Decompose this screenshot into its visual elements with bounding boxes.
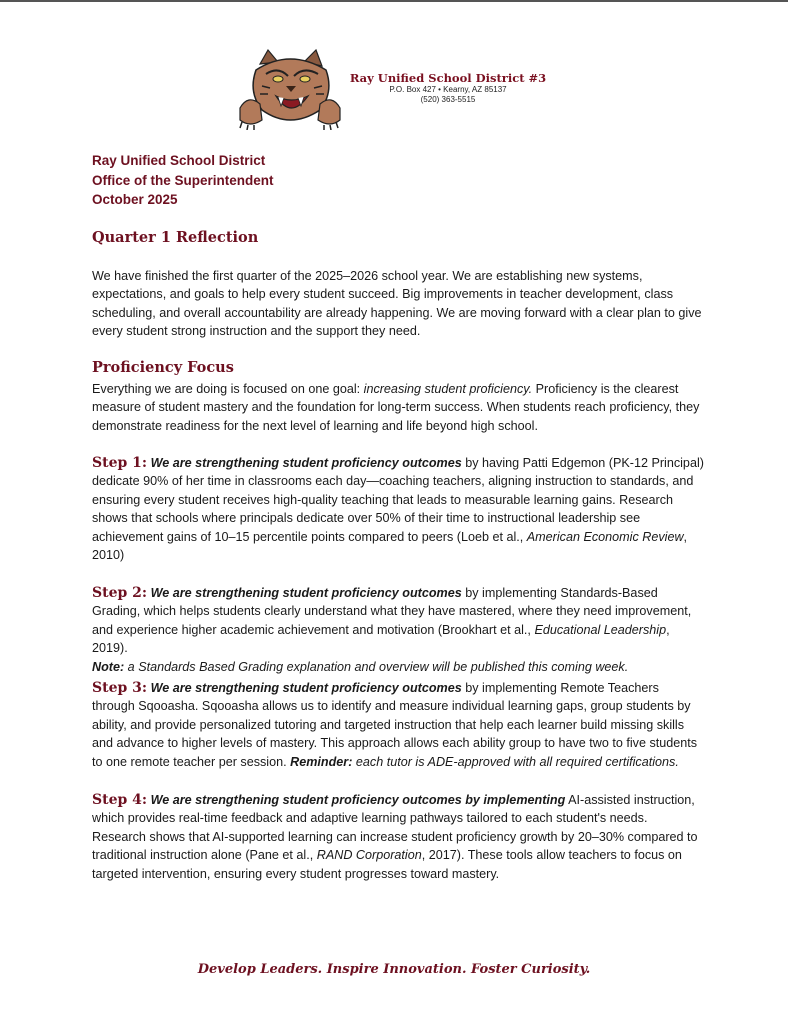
step-2-note-text: a Standards Based Grading explanation and overview will be published this coming week. (124, 659, 629, 674)
proficiency-intro-italic: increasing student proficiency. (363, 382, 533, 396)
step-1-text: by having Patti Edgemon (PK-12 Principal) dedicate 90% of her time in classrooms each day—coaching teachers, aligning instruction to standards, and ensuring every student receives high-quality teaching that leads to measurable learning gains. Research shows that schools where principals dedicate over 50% of their time to instructional leadership see achievement gains of 10–15 percentile points compared to peers (Loeb et al., (92, 456, 704, 544)
step-1-lead: We are strengthening student proficiency outcomes (150, 456, 462, 470)
step-2-text: by implementing Standards-Based Grading, which helps students clearly understand what they have mastered, where they need improvement, and experience higher academic achievement and motivation (Brookhart et al., (92, 586, 692, 637)
step-4-label: Step 4: (92, 792, 148, 808)
district-phone: (520) 363-5515 (420, 95, 476, 104)
step-2-paragraph (92, 584, 704, 676)
proficiency-intro-before: Everything we are doing is focused on one goal: (92, 382, 364, 396)
step-1-paragraph (92, 454, 704, 564)
district-title: Ray Unified School District #3 (349, 71, 547, 85)
step-4-text-end: , 2017). These tools allow teachers to focus on targeted intervention, ensuring every student progresses toward mastery. (92, 848, 682, 881)
step-2-note-label: Note: (92, 659, 125, 674)
step-3-text: by implementing Remote Teachers through Sqooasha. Sqooasha allows us to identify and measure individual learning gaps, group students by ability, and provide personalized tutoring and targeted instruction that help each learner build missing skills and advance to higher levels of mastery. This approach allows each ability group to have two to five students to one remote teacher per session. (92, 681, 698, 769)
footer-motto: Develop Leaders. Inspire Innovation. Foster Curiosity. (197, 962, 591, 977)
step-2-lead: We are strengthening student proficiency outcomes (150, 586, 462, 600)
letterhead (238, 48, 558, 130)
step-2-label: Step 2: (92, 585, 148, 601)
step-1-citation: American Economic Review (526, 529, 684, 544)
step-3-label: Step 3: (92, 680, 148, 696)
step-4-citation: RAND Corporation (316, 848, 422, 863)
step-4-text: AI-assisted instruction, which provides real-time feedback and adaptive learning pathways tailored to each student's needs. Research shows that AI-supported learning can increase student proficiency growth by 20–30% compared to traditional instruction alone (Pane et al., (92, 793, 698, 863)
office-date: October 2025 (92, 192, 178, 207)
office-block (92, 151, 492, 210)
step-3-note-label: Reminder: (290, 754, 353, 769)
step-3-paragraph (92, 679, 704, 771)
letterhead-text (348, 71, 548, 105)
reflection-paragraph: We have finished the first quarter of the 2025–2026 school year. We are establishing new systems, expectations, and goals to help every student succeed. Big improvements in teacher development, class scheduling, and overall accountability are already happening. We are moving forward with a clear plan to give every student strong instruction and the support they need. (92, 269, 702, 339)
step-3-lead: We are strengthening student proficiency outcomes (150, 681, 462, 695)
proficiency-heading: Proficiency Focus (92, 359, 234, 376)
proficiency-paragraph (92, 380, 704, 435)
office-district: Ray Unified School District (92, 153, 266, 168)
district-address: P.O. Box 427 • Kearny, AZ 85137 (389, 85, 507, 94)
step-1-label: Step 1: (92, 455, 148, 471)
step-4-paragraph (92, 791, 704, 883)
step-2-citation: Educational Leadership (534, 622, 667, 637)
step-4-lead: We are strengthening student proficiency outcomes by implementing (150, 793, 566, 807)
reflection-heading: Quarter 1 Reflection (92, 229, 259, 246)
step-3-note-text: each tutor is ADE-approved with all required certifications. (352, 754, 679, 769)
office-superintendent: Office of the Superintendent (92, 172, 274, 188)
step-1-text-end: , 2010) (92, 529, 688, 563)
page-top-border (0, 0, 788, 2)
proficiency-intro-after: Proficiency is the clearest measure of student mastery and the foundation for long-term success. When students reach proficiency, they demonstrate readiness for the next level of learning and life beyond high school. (92, 382, 700, 433)
wildcat-mascot-icon (238, 48, 342, 130)
step-2-text-end: , 2019). (92, 622, 670, 656)
